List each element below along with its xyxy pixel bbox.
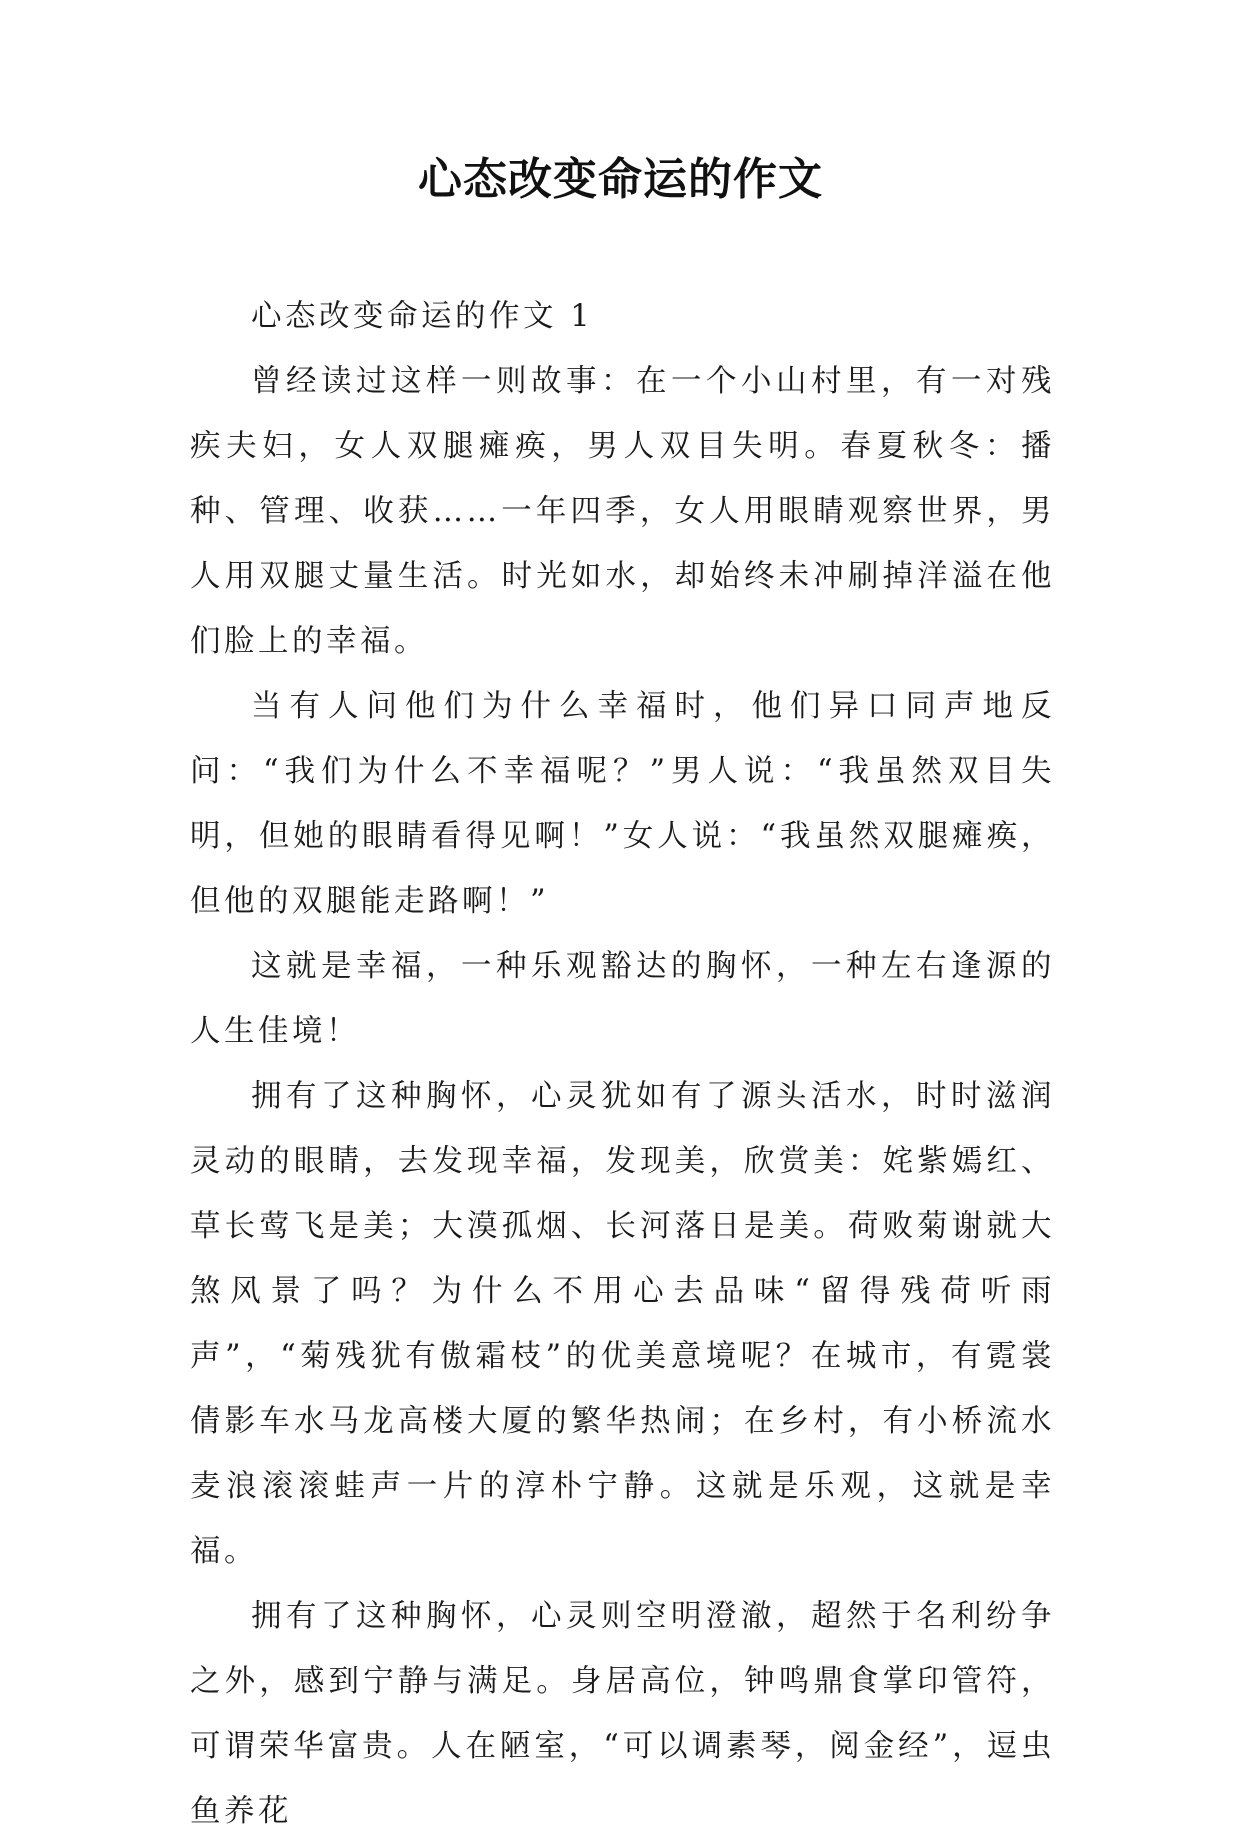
paragraph-3: 这就是幸福，一种乐观豁达的胸怀，一种左右逢源的人生佳境！ <box>190 949 1055 1049</box>
paragraph-1: 曾经读过这样一则故事：在一个小山村里，有一对残疾夫妇，女人双腿瘫痪，男人双目失明。春夏秋冬：播种、管理、收获……一年四季，女人用眼睛观察世界，男人用双腿丈量生活。时光如水，却始终未冲刷掉洋溢在他们脸上的幸福。 <box>190 364 1055 659</box>
paragraph-4: 拥有了这种胸怀，心灵犹如有了源头活水，时时滋润灵动的眼睛，去发现幸福，发现美，欣赏美：姹紫嫣红、草长莺飞是美；大漠孤烟、长河落日是美。荷败菊谢就大煞风景了吗？为什么不用心去品味“留得残荷听雨声”，“菊残犹有傲霜枝”的优美意境呢？在城市，有霓裳倩影车水马龙高楼大厦的繁华热闹；在乡村，有小桥流水麦浪滚滚蛙声一片的淳朴宁静。这就是乐观，这就是幸福。 <box>190 1079 1055 1569</box>
paragraph-5: 拥有了这种胸怀，心灵则空明澄澈，超然于名利纷争之外，感到宁静与满足。身居高位，钟鸣鼎食掌印管符，可谓荣华富贵。人在陋室，“可以调素琴，阅金经”，逗虫鱼养花 <box>190 1599 1055 1829</box>
document-title: 心态改变命运的作文 <box>418 154 823 205</box>
section-heading: 心态改变命运的作文 1 <box>251 299 594 334</box>
document-body <box>190 284 1055 1844</box>
paragraph-2: 当有人问他们为什么幸福时，他们异口同声地反问：“我们为什么不幸福呢？”男人说：“我虽然双目失明，但她的眼睛看得见啊！”女人说：“我虽然双腿瘫痪，但他的双腿能走路啊！” <box>190 689 1055 919</box>
